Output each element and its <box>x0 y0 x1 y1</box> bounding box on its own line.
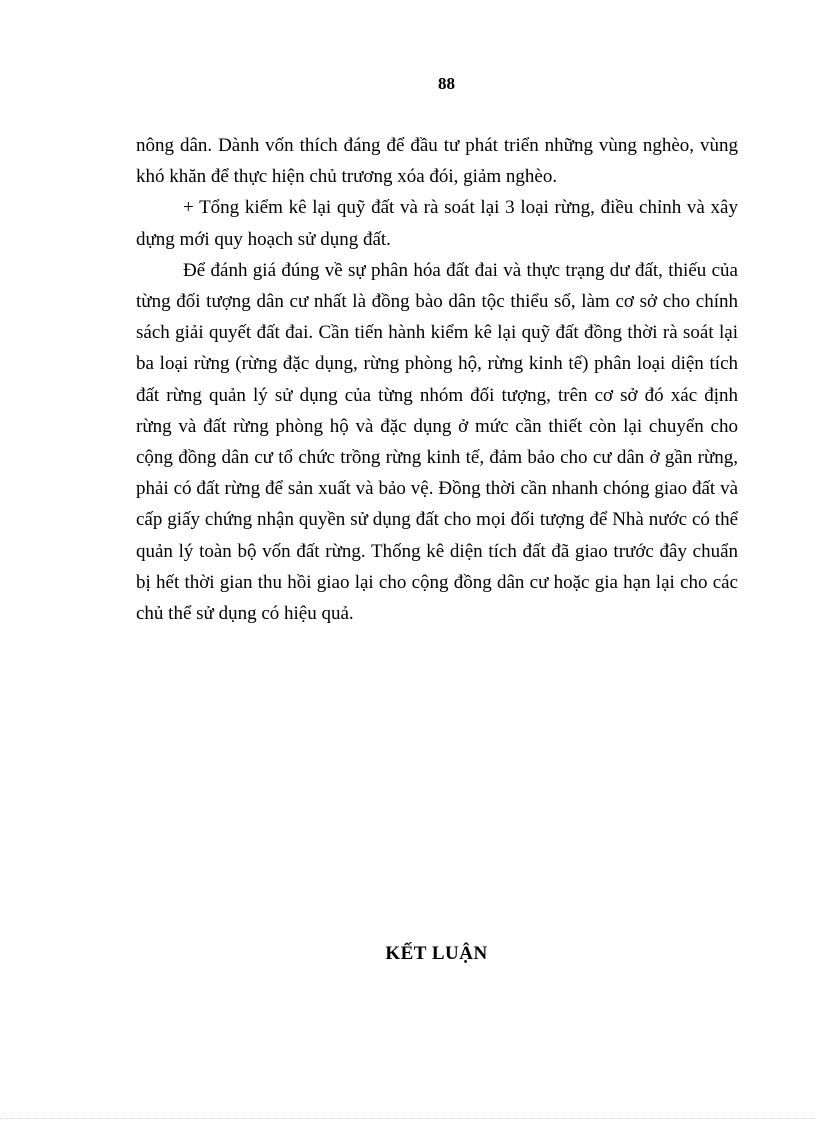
body-text <box>136 130 738 629</box>
paragraph-land-inventory: + Tổng kiểm kê lại quỹ đất và rà soát lại 3 loại rừng, điều chỉnh và xây dựng mới quy hoạch sử dụng đất. <box>136 197 738 250</box>
conclusion-heading: KẾT LUẬN <box>385 943 488 964</box>
paragraph-land-assessment: Để đánh giá đúng về sự phân hóa đất đai và thực trạng dư đất, thiếu của từng đối tượng dân cư nhất là đồng bào dân tộc thiểu số, làm cơ sở cho chính sách giải quyết đất đai. Cần tiến hành kiểm kê lại quỹ đất đồng thời rà soát lại ba loại rừng (rừng đặc dụng, rừng phòng hộ, rừng kinh tế) phân loại diện tích đất rừng quản lý sử dụng của từng nhóm đối tượng, trên cơ sở đó xác định rừng và đất rừng phòng hộ và đặc dụng ở mức cần thiết còn lại chuyển cho cộng đồng dân cư tổ chức trồng rừng kinh tế, đảm bảo cho cư dân ở gần rừng, phải có đất rừng để sản xuất và bảo vệ. Đồng thời cần nhanh chóng giao đất và cấp giấy chứng nhận quyền sử dụng đất cho mọi đối tượng để Nhà nước có thể quản lý toàn bộ vốn đất rừng. Thống kê diện tích đất đã giao trước đây chuẩn bị hết thời gian thu hồi giao lại cho cộng đồng dân cư hoặc gia hạn lại cho các chủ thể sử dụng có hiệu quả. <box>136 259 738 625</box>
page-number: 88 <box>438 74 455 93</box>
page-bottom-divider <box>0 1118 816 1119</box>
paragraph-continuation: nông dân. Dành vốn thích đáng để đầu tư phát triển những vùng nghèo, vùng khó khăn để thực hiện chủ trương xóa đói, giảm nghèo. <box>136 135 738 188</box>
